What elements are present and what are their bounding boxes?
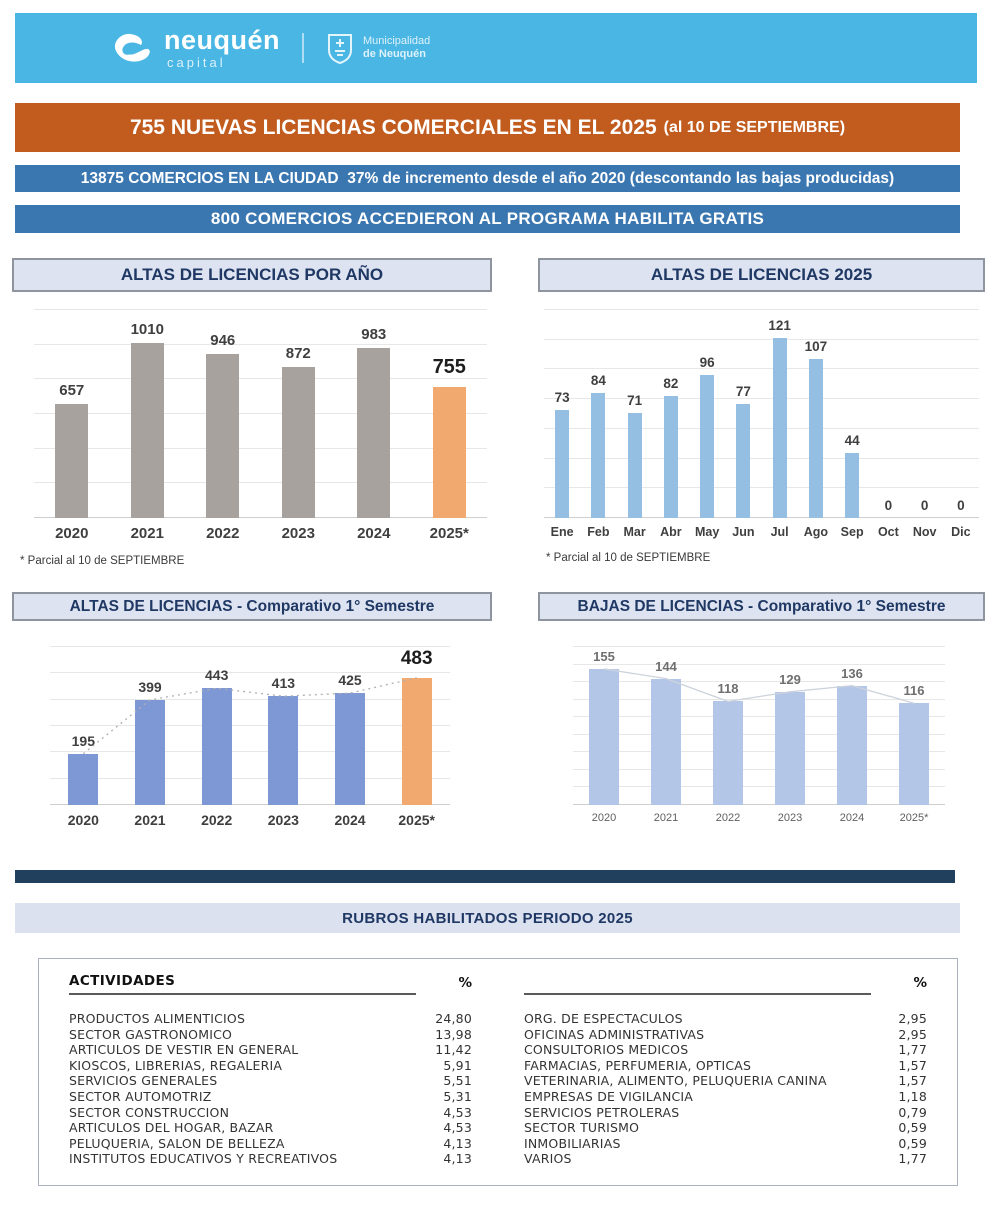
chart-x-axis (50, 812, 450, 828)
bar-slot (544, 310, 580, 518)
rubro-label: EMPRESAS DE VIGILANCIA (524, 1088, 694, 1104)
chart-title: BAJAS DE LICENCIAS - Comparativo 1° Semestre (538, 592, 985, 621)
category-label: 2022 (201, 812, 233, 828)
bar-2021 (651, 658, 681, 805)
bar-value-label: 155 (593, 648, 615, 664)
charts-row-2 (12, 592, 985, 828)
rubro-value: 13,98 (435, 1026, 472, 1042)
bar-Ago (804, 339, 828, 518)
category-label: 2025* (398, 812, 435, 828)
rubro-value: 1,57 (898, 1057, 927, 1073)
bar-Feb (590, 373, 606, 518)
bar-value-label: 413 (271, 675, 296, 692)
rubro-label: VARIOS (524, 1151, 572, 1167)
bar-slot (383, 647, 450, 805)
municipalidad-text (363, 35, 430, 61)
chart-x-axis (573, 812, 945, 824)
bar-2020 (55, 382, 88, 518)
rubro-row (524, 1042, 927, 1058)
bar-2024 (335, 672, 365, 805)
bar-value-label: 0 (957, 498, 965, 513)
chart-plot-area (50, 647, 450, 805)
category-label: May (694, 525, 720, 539)
bar-slot (580, 310, 616, 518)
bar-slot (635, 647, 697, 805)
activities-column-underline (524, 973, 871, 995)
bar-slot (250, 647, 317, 805)
bar-slot (798, 310, 834, 518)
rubro-row (69, 1073, 472, 1089)
chart-plot-area (573, 647, 945, 805)
rubro-row (524, 1058, 927, 1074)
rubro-value: 2,95 (898, 1026, 927, 1042)
bar-2022 (713, 681, 743, 805)
percent-column-header: % (458, 975, 472, 991)
bar-value-label: 657 (59, 382, 85, 400)
bar-slot (653, 310, 689, 518)
rubro-value: 5,31 (443, 1088, 472, 1104)
bar-2024 (357, 325, 390, 518)
bar-value-label: 983 (361, 325, 387, 343)
category-label: 2025* (429, 525, 469, 542)
headline-suffix: (al 10 DE SEPTIEMBRE) (663, 118, 846, 136)
brand-subtitle: capital (167, 55, 226, 70)
bar-slot (759, 647, 821, 805)
brand-wordmark (164, 27, 280, 69)
chart-altas-comparativo-semestre (12, 592, 492, 828)
category-label: 2025* (899, 812, 929, 824)
bar-2025* (432, 356, 466, 518)
rubro-row (69, 1042, 472, 1058)
category-label: Ene (550, 525, 574, 539)
activities-column-header: ACTIVIDADES (69, 973, 416, 995)
category-label: Dic (951, 525, 971, 539)
category-label: Oct (877, 525, 899, 539)
bar-value-label: 946 (210, 332, 236, 350)
rubro-value: 1,77 (898, 1042, 927, 1058)
bar-value-label: 121 (768, 318, 791, 334)
category-label: Jun (732, 525, 755, 539)
rubro-row (69, 1120, 472, 1136)
category-label: Jul (770, 525, 789, 539)
bar-value-label: 483 (400, 647, 433, 669)
header-banner (15, 13, 977, 83)
bar-value-label: 1010 (130, 320, 164, 338)
rubros-section-title: RUBROS HABILITADOS PERIODO 2025 (15, 903, 960, 933)
chart-x-axis (34, 525, 487, 542)
rubros-header-row (69, 973, 472, 995)
category-label: 2024 (334, 812, 366, 828)
bar-slot (834, 310, 870, 518)
bar-2021 (130, 320, 164, 518)
bar-slot (617, 310, 653, 518)
chart-title: ALTAS DE LICENCIAS POR AÑO (12, 258, 492, 292)
charts-row-1 (12, 258, 985, 567)
infographic-page (0, 13, 994, 1213)
rubro-value: 5,91 (443, 1057, 472, 1073)
rubro-label: PRODUCTOS ALIMENTICIOS (69, 1011, 246, 1026)
bar-2020 (68, 732, 98, 805)
rubro-label: SECTOR AUTOMOTRIZ (69, 1088, 212, 1104)
bar-Jun (735, 383, 751, 518)
headline-new-licenses (15, 103, 960, 152)
chart-plot-area (544, 310, 979, 518)
rubro-value: 4,53 (443, 1104, 472, 1120)
bar-slot (117, 647, 184, 805)
category-label: Ago (803, 525, 829, 539)
rubro-row (69, 1011, 472, 1027)
category-label: 2023 (777, 812, 803, 824)
bar-value-label: 399 (138, 678, 162, 695)
bar-value-label: 872 (285, 344, 311, 362)
rubro-label: PELUQUERIA, SALON DE BELLEZA (69, 1135, 285, 1151)
bar-slot (725, 310, 761, 518)
bar-2025* (899, 683, 929, 805)
rubro-row (524, 1073, 927, 1089)
rubro-value: 0,59 (898, 1120, 927, 1136)
rubro-value: 0,79 (898, 1104, 927, 1120)
section-divider (15, 870, 955, 883)
bar-slot (412, 310, 488, 518)
rubro-label: SERVICIOS PETROLERAS (524, 1104, 680, 1120)
rubro-row (524, 1027, 927, 1043)
rubro-value: 4,13 (443, 1151, 472, 1167)
rubro-value: 1,18 (898, 1088, 927, 1104)
bar-value-label: 73 (554, 389, 570, 405)
category-label: 2023 (281, 525, 315, 542)
chart-altas-2025-mensual (538, 258, 985, 567)
rubro-value: 11,42 (435, 1042, 472, 1058)
bar-slot (317, 647, 384, 805)
rubro-value: 2,95 (898, 1011, 927, 1026)
rubro-label: ARTICULOS DE VESTIR EN GENERAL (69, 1042, 299, 1058)
category-label: 2022 (715, 812, 741, 824)
chart-title: ALTAS DE LICENCIAS 2025 (538, 258, 985, 292)
bar-value-label: 84 (590, 373, 606, 389)
bar-slot (336, 310, 412, 518)
municipalidad-line2: de Neuquén (363, 48, 426, 60)
rubro-label: SECTOR GASTRONOMICO (69, 1026, 233, 1042)
rubro-label: CONSULTORIOS MEDICOS (524, 1042, 689, 1058)
rubro-label: ARTICULOS DEL HOGAR, BAZAR (69, 1120, 274, 1136)
rubro-value: 4,13 (443, 1135, 472, 1151)
bar-slot (185, 310, 261, 518)
bar-slot (762, 310, 798, 518)
bar-value-label: 71 (627, 392, 643, 408)
chart-x-axis (544, 525, 979, 539)
category-label: 2022 (206, 525, 240, 542)
bar-value-label: 0 (920, 498, 929, 513)
chart-plot-area (34, 310, 487, 518)
bar-value-label: 82 (663, 376, 679, 392)
rubro-label: SERVICIOS GENERALES (69, 1073, 218, 1089)
category-label: Feb (587, 525, 610, 539)
bar-May (699, 355, 715, 518)
rubros-column-right (524, 973, 927, 1167)
bar-slot (183, 647, 250, 805)
bar-value-label: 118 (717, 681, 739, 697)
bar-slot (689, 310, 725, 518)
bar-value-label: 44 (844, 432, 860, 448)
category-label: 2024 (357, 525, 391, 542)
bar-slot (34, 310, 110, 518)
municipalidad-logo (326, 32, 430, 64)
bar-Sep (844, 432, 860, 518)
rubro-row (524, 1151, 927, 1167)
bar-value-label: 195 (71, 732, 96, 749)
bar-value-label: 443 (204, 667, 229, 684)
rubro-label: KIOSCOS, LIBRERIAS, REGALERIA (69, 1057, 283, 1073)
rubros-rows-left (69, 1011, 472, 1167)
bar-value-label: 129 (779, 671, 801, 687)
rubro-label: INSTITUTOS EDUCATIVOS Y RECREATIVOS (69, 1151, 338, 1167)
bar-slot (821, 647, 883, 805)
rubros-rows-right (524, 1011, 927, 1167)
bar-value-label: 77 (735, 383, 751, 399)
rubro-row (69, 1089, 472, 1105)
rubro-row (69, 1151, 472, 1167)
bar-slot (573, 647, 635, 805)
rubro-value: 4,53 (443, 1120, 472, 1136)
bars-container (50, 647, 450, 805)
rubros-header-row (524, 973, 927, 995)
category-label: Mar (623, 525, 646, 539)
bar-2023 (775, 671, 805, 805)
bar-slot (697, 647, 759, 805)
rubro-row (524, 1136, 927, 1152)
bar-value-label: 136 (841, 665, 863, 681)
neuquen-swirl-icon (110, 29, 154, 67)
bar-2024 (837, 665, 867, 805)
rubro-value: 0,59 (898, 1135, 927, 1151)
headline-main: 755 NUEVAS LICENCIAS COMERCIALES EN EL 2025 (129, 115, 657, 139)
municipalidad-line1: Municipalidad (363, 34, 431, 47)
rubros-columns (69, 973, 927, 1167)
bar-slot (943, 310, 979, 518)
headline-commerce-total (15, 165, 960, 192)
category-label: 2021 (134, 812, 166, 828)
rubro-row (524, 1089, 927, 1105)
chart-footnote: * Parcial al 10 de SEPTIEMBRE (20, 555, 185, 567)
bar-slot (907, 310, 943, 518)
rubro-label: OFICINAS ADMINISTRATIVAS (524, 1026, 705, 1042)
rubro-value: 24,80 (435, 1011, 472, 1026)
bar-value-label: 755 (432, 356, 466, 379)
bars-container (34, 310, 487, 518)
bar-value-label: 425 (338, 672, 362, 689)
category-label: 2020 (67, 812, 99, 828)
chart-altas-por-anio (12, 258, 492, 567)
bar-slot (261, 310, 337, 518)
bar-Ene (554, 389, 570, 518)
rubro-row (524, 1120, 927, 1136)
rubro-row (69, 1105, 472, 1121)
rubro-value: 1,57 (898, 1073, 927, 1089)
bar-Mar (627, 392, 643, 518)
category-label: 2023 (267, 812, 299, 828)
bar-2021 (135, 678, 165, 805)
rubros-column-left (69, 973, 472, 1167)
rubro-label: SECTOR TURISMO (524, 1120, 640, 1136)
bar-Abr (663, 376, 679, 518)
bar-2023 (282, 344, 315, 518)
rubro-row (524, 1011, 927, 1027)
rubro-label: VETERINARIA, ALIMENTO, PELUQUERIA CANINA (524, 1073, 827, 1089)
bar-slot (50, 647, 117, 805)
category-label: 2020 (55, 525, 89, 542)
bars-container (573, 647, 945, 805)
category-label: 2021 (653, 812, 679, 824)
chart-bajas-comparativo-semestre (538, 592, 985, 828)
rubro-row (524, 1105, 927, 1121)
municipal-shield-icon (326, 32, 354, 64)
category-label: 2020 (591, 812, 617, 824)
bar-Jul (768, 318, 791, 518)
percent-column-header: % (913, 975, 927, 991)
commerce-total-text: 13875 COMERCIOS EN LA CIUDAD 37% de incremento desde el año 2020 (descontando las bajas producidas) (80, 169, 895, 187)
bar-value-label: 0 (884, 498, 893, 513)
bar-2023 (268, 675, 298, 805)
category-label: 2021 (130, 525, 164, 542)
logo-divider (302, 33, 304, 63)
rubro-value: 1,77 (898, 1151, 927, 1167)
category-label: Sep (840, 525, 864, 539)
bar-slot (883, 647, 945, 805)
rubro-row (69, 1027, 472, 1043)
bars-container (544, 310, 979, 518)
headline-habilita-gratis (15, 205, 960, 233)
chart-footnote: * Parcial al 10 de SEPTIEMBRE (546, 552, 711, 564)
rubros-table (38, 958, 958, 1186)
chart-title: ALTAS DE LICENCIAS - Comparativo 1° Semestre (12, 592, 492, 621)
category-label: 2024 (839, 812, 865, 824)
bar-slot (110, 310, 186, 518)
rubro-label: FARMACIAS, PERFUMERIA, OPTICAS (524, 1057, 752, 1073)
brand-name: neuquén (164, 25, 280, 55)
rubro-label: SECTOR CONSTRUCCION (69, 1104, 230, 1120)
bar-2022 (202, 667, 232, 805)
bar-2020 (589, 648, 619, 805)
bar-value-label: 107 (804, 339, 828, 355)
rubro-label: INMOBILIARIAS (524, 1135, 621, 1151)
rubro-label: ORG. DE ESPECTACULOS (524, 1011, 683, 1026)
habilita-gratis-text: 800 COMERCIOS ACCEDIERON AL PROGRAMA HABILITA GRATIS (210, 209, 765, 228)
category-label: Abr (660, 525, 682, 539)
bar-value-label: 116 (903, 683, 925, 699)
bar-2025* (400, 647, 433, 805)
bar-slot (870, 310, 906, 518)
rubro-row (69, 1136, 472, 1152)
neuquen-capital-logo (110, 27, 280, 69)
rubro-value: 5,51 (443, 1073, 472, 1089)
bar-value-label: 96 (699, 355, 715, 371)
bar-value-label: 144 (655, 658, 677, 674)
category-label: Nov (912, 525, 937, 539)
rubro-row (69, 1058, 472, 1074)
bar-2022 (206, 332, 239, 518)
